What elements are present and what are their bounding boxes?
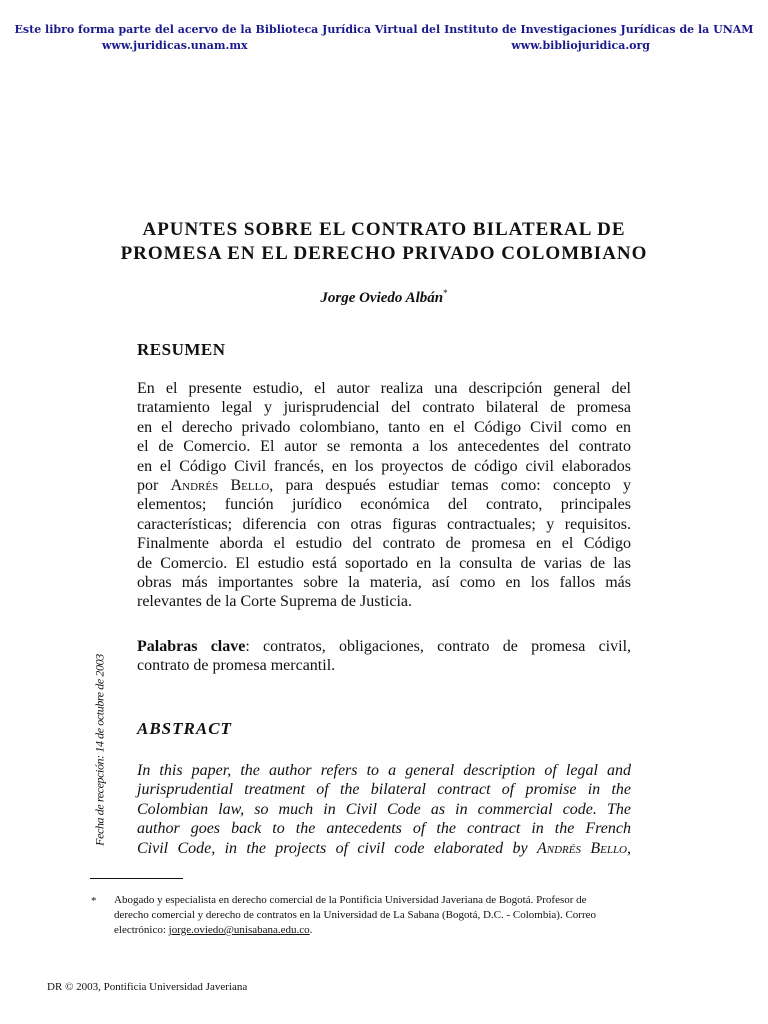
article-title-line-1: APUNTES SOBRE EL CONTRATO BILATERAL DE [142, 219, 626, 240]
resumen-line [137, 476, 631, 495]
abstract-line: In this paper, the author refers to a general description of legal and [137, 762, 631, 779]
library-notice: Este libro forma parte del acervo de la Biblioteca Jurídica Virtual del Instituto de Investigaciones Jurídicas de la UNAM [14, 23, 754, 36]
footnote-rule [90, 878, 183, 879]
author-footnote-mark: * [443, 288, 448, 298]
keywords-text: : contratos, obligaciones, contrato de promesa civil, [245, 638, 632, 655]
abstract-body [137, 761, 631, 858]
resumen-line: obras más importantes sobre la materia, así como en los fallos más [137, 574, 631, 592]
link-juridicas-text[interactable]: www.juridicas.unam.mx [102, 39, 248, 52]
link-bibliojuridica-text[interactable]: www.bibliojuridica.org [511, 39, 650, 52]
link-bibliojuridica[interactable] [511, 39, 650, 52]
keywords [137, 637, 631, 676]
copyright-notice: DR © 2003, Pontificia Universidad Javeriana [47, 981, 248, 993]
abstract-line-text: Civil Code, in the projects of civil code elaborated by [137, 839, 528, 857]
abstract-line [137, 839, 631, 858]
abstract-line: jurisprudential treatment of the bilateral contract of promise in the [137, 781, 631, 799]
andres-bello-name: Andrés Bello [170, 477, 270, 495]
resumen-line-text: , para después estudiar temas como: concepto y [269, 477, 631, 495]
footnote-email-label: electrónico: [114, 924, 166, 936]
resumen-heading: RESUMEN [137, 340, 226, 359]
article-title-line-2: PROMESA EN EL DERECHO PRIVADO COLOMBIANO [120, 243, 648, 264]
resumen-line: en el Código Civil francés, en los proyectos de código civil elaborados [137, 457, 631, 475]
resumen-line-text: por [137, 477, 159, 495]
footnote-line: Abogado y especialista en derecho comercial de la Pontificia Universidad Javeriana de Bogotá. Profesor de [114, 894, 587, 906]
keywords-line: contrato de promesa mercantil. [137, 657, 336, 675]
author-name: Jorge Oviedo Albán [320, 290, 444, 306]
resumen-line: el de Comercio. El autor se remonta a los antecedentes del contrato [137, 438, 631, 456]
footnote-text [114, 893, 650, 938]
resumen-line: características; diferencia con otras figuras contractuales; y requisitos. [137, 515, 631, 533]
abstract-heading: ABSTRACT [137, 719, 232, 738]
keywords-line [137, 637, 631, 656]
resumen-line: elementos; función jurídico económica del contrato, principales [137, 496, 631, 514]
resumen-line: de Comercio. El estudio está soportado en la consulta de varias de las [137, 554, 631, 572]
abstract-line: Colombian law, so much in Civil Code as in commercial code. The [137, 800, 631, 818]
andres-bello-name: Andrés Bello [536, 839, 628, 857]
link-juridicas[interactable] [102, 39, 248, 52]
resumen-line: En el presente estudio, el autor realiza una descripción general del [137, 380, 631, 397]
abstract-line-text: , [627, 839, 632, 857]
author [0, 288, 768, 307]
resumen-line: tratamiento legal y jurisprudencial del contrato bilateral de promesa [137, 399, 631, 417]
footnote-mark: * [91, 895, 97, 907]
footnote-line [114, 923, 650, 938]
resumen-line: en el derecho privado colombiano, tanto en el Código Civil como en [137, 418, 631, 436]
footnote-line-end: . [309, 924, 313, 936]
footnote-line: derecho comercial y derecho de contratos en la Universidad de La Sabana (Bogotá, D.C. - Colombia). Correo [114, 909, 596, 921]
resumen-body [137, 379, 631, 612]
keywords-label: Palabras clave [137, 638, 246, 655]
resumen-line: Finalmente aborda el estudio del contrato de promesa en el Código [137, 535, 631, 553]
abstract-line: author goes back to the antecedents of the contract in the French [137, 820, 631, 838]
reception-date-note: Fecha de recepción: 14 de octubre de 2003 [92, 654, 107, 846]
resumen-line: relevantes de la Corte Suprema de Justicia. [137, 593, 413, 611]
author-email-link[interactable]: jorge.oviedo@unisabana.edu.co [168, 924, 310, 936]
